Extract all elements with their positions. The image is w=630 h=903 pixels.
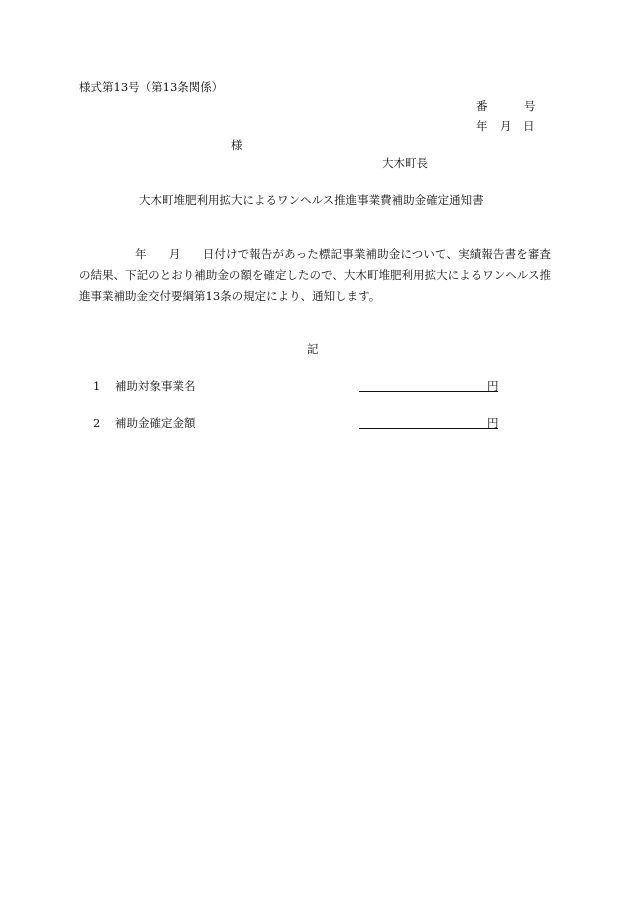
- date-year-label: 年: [476, 119, 488, 133]
- item-2-underline: [359, 428, 498, 429]
- body-text: 日付けで報告があった標記事業補助金について、実績報告書を審査の結果、下記のとおり補助金の額を確定したので、大木町堆肥利用拡大によるワンヘルス推進事業補助金交付要綱第13条の規定により、通知します。: [79, 247, 552, 303]
- note-heading: 記: [307, 342, 319, 356]
- body-month-label: 月: [168, 247, 181, 261]
- item-2-unit: 円: [487, 416, 499, 430]
- item-number-1: 1: [93, 379, 101, 393]
- item-number-2: 2: [93, 416, 101, 430]
- form-number: 様式第13号（第13条関係）: [79, 80, 224, 94]
- item-1-unit: 円: [487, 379, 499, 393]
- item-1-underline: [359, 391, 498, 392]
- document-title: 大木町堆肥利用拡大によるワンヘルス推進事業費補助金確定通知書: [139, 193, 484, 207]
- date-day-label: 日: [523, 119, 535, 133]
- item-label-confirmed-amount: 補助金確定金額: [115, 416, 196, 430]
- document-number-label: 番: [476, 99, 488, 113]
- body-year-label: 年: [135, 247, 147, 261]
- body-paragraph: [79, 244, 551, 307]
- date-month-label: 月: [500, 119, 512, 133]
- document-number-suffix: 号: [524, 99, 536, 113]
- issuer-name: 大木町長: [382, 156, 428, 170]
- item-label-project-name: 補助対象事業名: [115, 379, 196, 393]
- addressee-suffix: 様: [231, 138, 243, 152]
